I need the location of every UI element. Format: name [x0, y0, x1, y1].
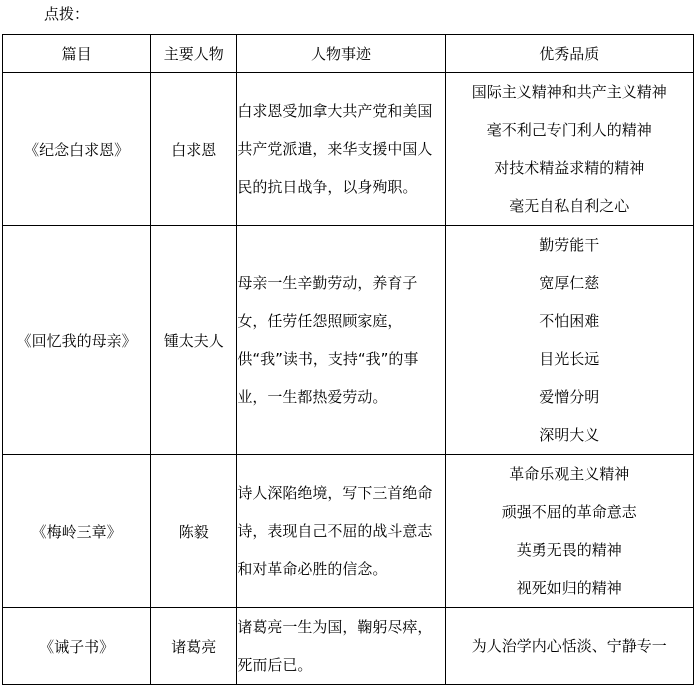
cell-title: 《诫子书》 [3, 608, 151, 685]
cell-deed: 白求恩受加拿大共产党和美国共产党派遣，来华支援中国人民的抗日战争，以身殉职。 [237, 73, 445, 226]
quality-item: 顽强不屈的革命意志 [501, 503, 637, 521]
table-header-row [3, 35, 694, 73]
table-row [3, 455, 694, 608]
cell-deed: 诸葛亮一生为国，鞠躬尽瘁，死而后已。 [237, 608, 445, 685]
table-row [3, 73, 694, 226]
header-deed: 人物事迹 [237, 35, 445, 73]
quality-item: 革命乐观主义精神 [509, 465, 630, 483]
cell-deed: 母亲一生辛勤劳动，养育子女，任劳任怨照顾家庭，供“我”读书，支持“我”的事业，一生都热爱劳动。 [237, 226, 445, 455]
cell-quality [445, 73, 693, 226]
quality-item: 毫不利己专门利人的精神 [486, 121, 652, 139]
quality-item: 毫无自私自利之心 [509, 197, 630, 215]
quality-item: 不怕困难 [539, 312, 600, 330]
cell-person: 白求恩 [151, 73, 237, 226]
page-heading: 点拨： [44, 5, 90, 23]
header-title: 篇目 [3, 35, 151, 73]
cell-person: 诸葛亮 [151, 608, 237, 685]
cell-person: 锺太夫人 [151, 226, 237, 455]
cell-deed: 诗人深陷绝境，写下三首绝命诗，表现自己不屈的战斗意志和对革命必胜的信念。 [237, 455, 445, 608]
quality-item: 深明大义 [539, 426, 600, 444]
table-row [3, 226, 694, 455]
cell-quality [445, 608, 693, 685]
table-row [3, 608, 694, 685]
quality-item: 目光长远 [539, 350, 600, 368]
quality-item: 勤劳能干 [539, 236, 600, 254]
quality-item: 对技术精益求精的精神 [494, 159, 645, 177]
cell-quality [445, 226, 693, 455]
header-person: 主要人物 [151, 35, 237, 73]
cell-title: 《回忆我的母亲》 [3, 226, 151, 455]
quality-item: 宽厚仁慈 [539, 274, 600, 292]
quality-item: 爱憎分明 [539, 388, 600, 406]
cell-person: 陈毅 [151, 455, 237, 608]
cell-title: 《梅岭三章》 [3, 455, 151, 608]
quality-item: 为人治学内心恬淡、宁静专一 [471, 637, 667, 655]
quality-item: 英勇无畏的精神 [516, 541, 622, 559]
header-quality: 优秀品质 [445, 35, 693, 73]
summary-table [2, 34, 694, 685]
cell-title: 《纪念白求恩》 [3, 73, 151, 226]
quality-item: 视死如归的精神 [516, 579, 622, 597]
cell-quality [445, 455, 693, 608]
quality-item: 国际主义精神和共产主义精神 [471, 83, 667, 101]
